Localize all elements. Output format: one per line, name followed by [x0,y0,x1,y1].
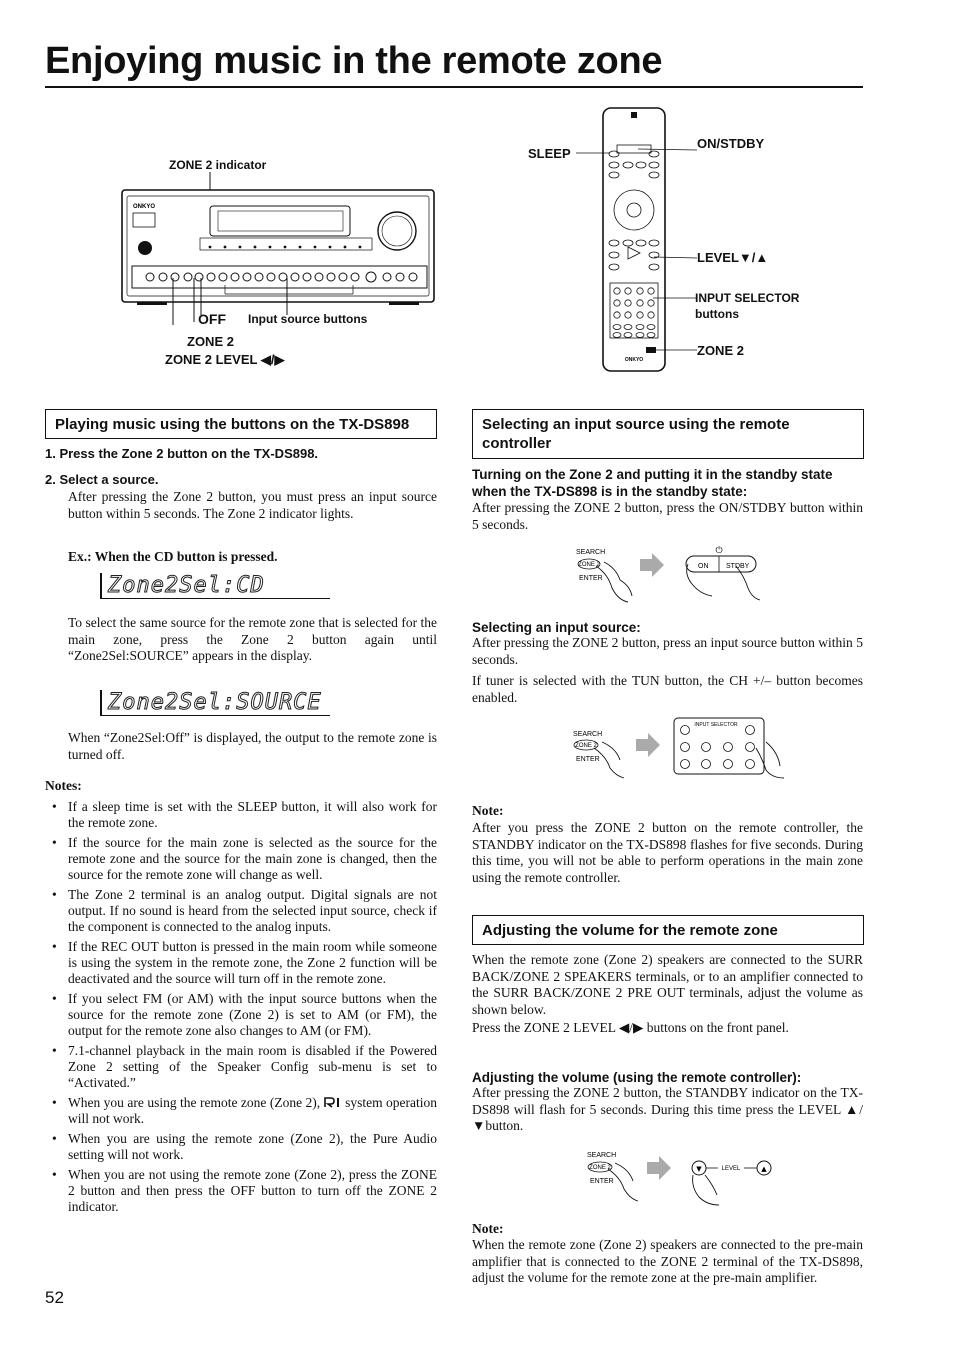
ill1-zone-label: ZONE 2 [578,562,600,568]
notes-list [46,799,437,1219]
section-heading-buttons: Playing music using the buttons on the TX-DS898 [45,409,437,439]
remote-illustration [570,105,700,375]
ill1-power-icon: ⏻ [715,546,723,556]
same-source-paragraph: To select the same source for the remote zone that is selected for the main zone, press the Zone 2 button again until “Zone2Sel:SOURCE” appears in the display. [68,615,437,663]
volume-body: When the remote zone (Zone 2) speakers are connected to the SURR BACK/ZONE 2 SPEAKERS terminals, or to an amplifier connected to the SURR BACK/ZONE 2 PRE OUT terminals, adjust the volume as shown below. [472,952,863,1017]
remote-zone2-label: ZONE 2 [697,343,744,358]
lcd-text-cd: Zone2Sel:CD [108,573,265,598]
arrow-right-icon [636,733,660,757]
ill1-enter-label: ENTER [579,575,603,582]
sub-heading-standby: Turning on the Zone 2 and putting it in the standby state when the TX-DS898 is in the standby state: [472,467,833,499]
zone2-label: ZONE 2 [187,334,234,349]
volume-remote-body: After pressing the ZONE 2 button, the STANDBY indicator on the TX-DS898 will flash for 5 seconds. During this time press the LEVEL ▲/▼button. [472,1085,863,1133]
notes-title: Notes: [45,778,82,793]
step-2: 2. Select a source. [45,472,159,487]
page-number: 52 [45,1288,64,1307]
lcd-display-source [100,690,330,716]
ill3-enter-label: ENTER [590,1178,614,1185]
ill1-search-label: SEARCH [576,549,606,556]
note-item: • If the REC OUT button is pressed in the main room while someone is using the system in the remote zone, the Zone 2 function will be deactivated and the source will turn off in the remote zone. [46,939,437,987]
remote-input-selector-label: INPUT SELECTOR [695,291,800,305]
step-1: 1. Press the Zone 2 button on the TX-DS898. [45,446,319,461]
illustration-onstdby [560,540,790,610]
ill2-enter-label: ENTER [576,756,600,763]
lcd-text-source: Zone2Sel:SOURCE [108,690,322,715]
step-2-body: After pressing the Zone 2 button, you must press an input source button within 5 seconds. The Zone 2 indicator lights. [68,489,437,521]
note-item: • When you are using the remote zone (Zone 2), the Pure Audio setting will not work. [46,1131,437,1163]
remote-level-label: LEVEL▼/▲ [697,250,769,265]
ill2-zone-label: ZONE 2 [575,743,597,749]
ill2-search-label: SEARCH [573,731,603,738]
arrow-right-icon [640,553,664,577]
page-title: Enjoying music in the remote zone [45,40,663,82]
input-source-buttons-label: Input source buttons [248,312,368,326]
illustration-input-selector [560,712,800,782]
ill3-level-label: LEVEL [721,1166,741,1172]
title-rule [45,86,863,88]
remote-input-selector-label-2: buttons [695,307,739,321]
note1-title: Note: [472,803,504,818]
ri-logo-icon [324,1097,342,1108]
note-ri-text-after: system operation will not work. [68,1095,437,1126]
note2-body: When the remote zone (Zone 2) speakers are connected to the pre-main amplifier that is connected to the ZONE 2 terminal of the TX-DS898, adjust the volume for the remote zone at the pre-main amplifier. [472,1237,863,1285]
ill3-up-icon: ▲ [761,1165,767,1173]
example-label: Ex.: When the CD button is pressed. [68,549,278,564]
ill3-search-label: SEARCH [587,1152,617,1159]
off-label: OFF [198,311,226,327]
arrow-right-icon [647,1156,671,1180]
receiver-illustration [115,170,445,325]
note-ri-text-before: When you are using the remote zone (Zone 2), [68,1095,321,1110]
remote-sleep-label: SLEEP [528,146,571,161]
sub-heading-volume-remote: Adjusting the volume (using the remote controller): [472,1070,802,1085]
ill1-stdby-label: STDBY [726,563,750,570]
remote-onstdby-label: ON/STDBY [697,136,765,151]
note-item: • 7.1-channel playback in the main room is disabled if the Powered Zone 2 setting of the Speaker Config sub-menu is set to “Activated.” [46,1043,437,1091]
zone2-level-label: ZONE 2 LEVEL ◀/▶ [165,352,285,367]
input-source-body: After pressing the ZONE 2 button, press an input source button within 5 seconds. [472,635,863,667]
volume-body-2: Press the ZONE 2 LEVEL ◀/▶ buttons on the front panel. [472,1020,789,1035]
illustration-level [575,1145,785,1210]
note-item: • If a sleep time is set with the SLEEP button, it will also work for the remote zone. [46,799,437,831]
note2-title: Note: [472,1221,504,1236]
section-heading-volume: Adjusting the volume for the remote zone [472,915,864,945]
ill2-panel-label: INPUT SELECTOR [694,722,738,728]
section-heading-remote: Selecting an input source using the remote controller [472,409,864,459]
tuner-body: If tuner is selected with the TUN button, the CH +/– button becomes enabled. [472,673,863,705]
note-item-ri [46,1095,437,1127]
ill3-zone-label: ZONE 2 [589,1165,611,1171]
note-item: • When you are not using the remote zone (Zone 2), press the ZONE 2 button and then press the OFF button to turn off the ZONE 2 indicator. [46,1167,437,1215]
note1-body: After you press the ZONE 2 button on the remote controller, the STANDBY indicator on the TX-DS898 flashes for five seconds. During this time, you will not be able to perform operations in the main zone using the remote controller. [472,820,863,885]
sub-heading-input-source: Selecting an input source: [472,620,641,635]
note-item: • If you select FM (or AM) with the input source buttons when the source for the remote zone (Zone 2) is set to AM (or FM), the output for the remote zone also changes to AM (or FM). [46,991,437,1039]
standby-body: After pressing the ZONE 2 button, press the ON/STDBY button within 5 seconds. [472,500,863,532]
off-paragraph: When “Zone2Sel:Off” is displayed, the output to the remote zone is turned off. [68,730,437,762]
ill1-on-label: ON [698,563,709,570]
note-item: • The Zone 2 terminal is an analog output. Digital signals are not output. If no sound is heard from the selected input source, check if the component is connected to the analog inputs. [46,887,437,935]
receiver-brand: ONKYO [133,204,156,210]
remote-brand: ONKYO [624,357,644,363]
note-item: • If the source for the main zone is selected as the source for the remote zone and the source for the main zone is changed, then the source for the remote zone will change as well. [46,835,437,883]
ill3-down-icon: ▼ [696,1165,702,1173]
zone2-indicator-label: ZONE 2 indicator [169,158,267,172]
lcd-display-cd [100,573,330,599]
